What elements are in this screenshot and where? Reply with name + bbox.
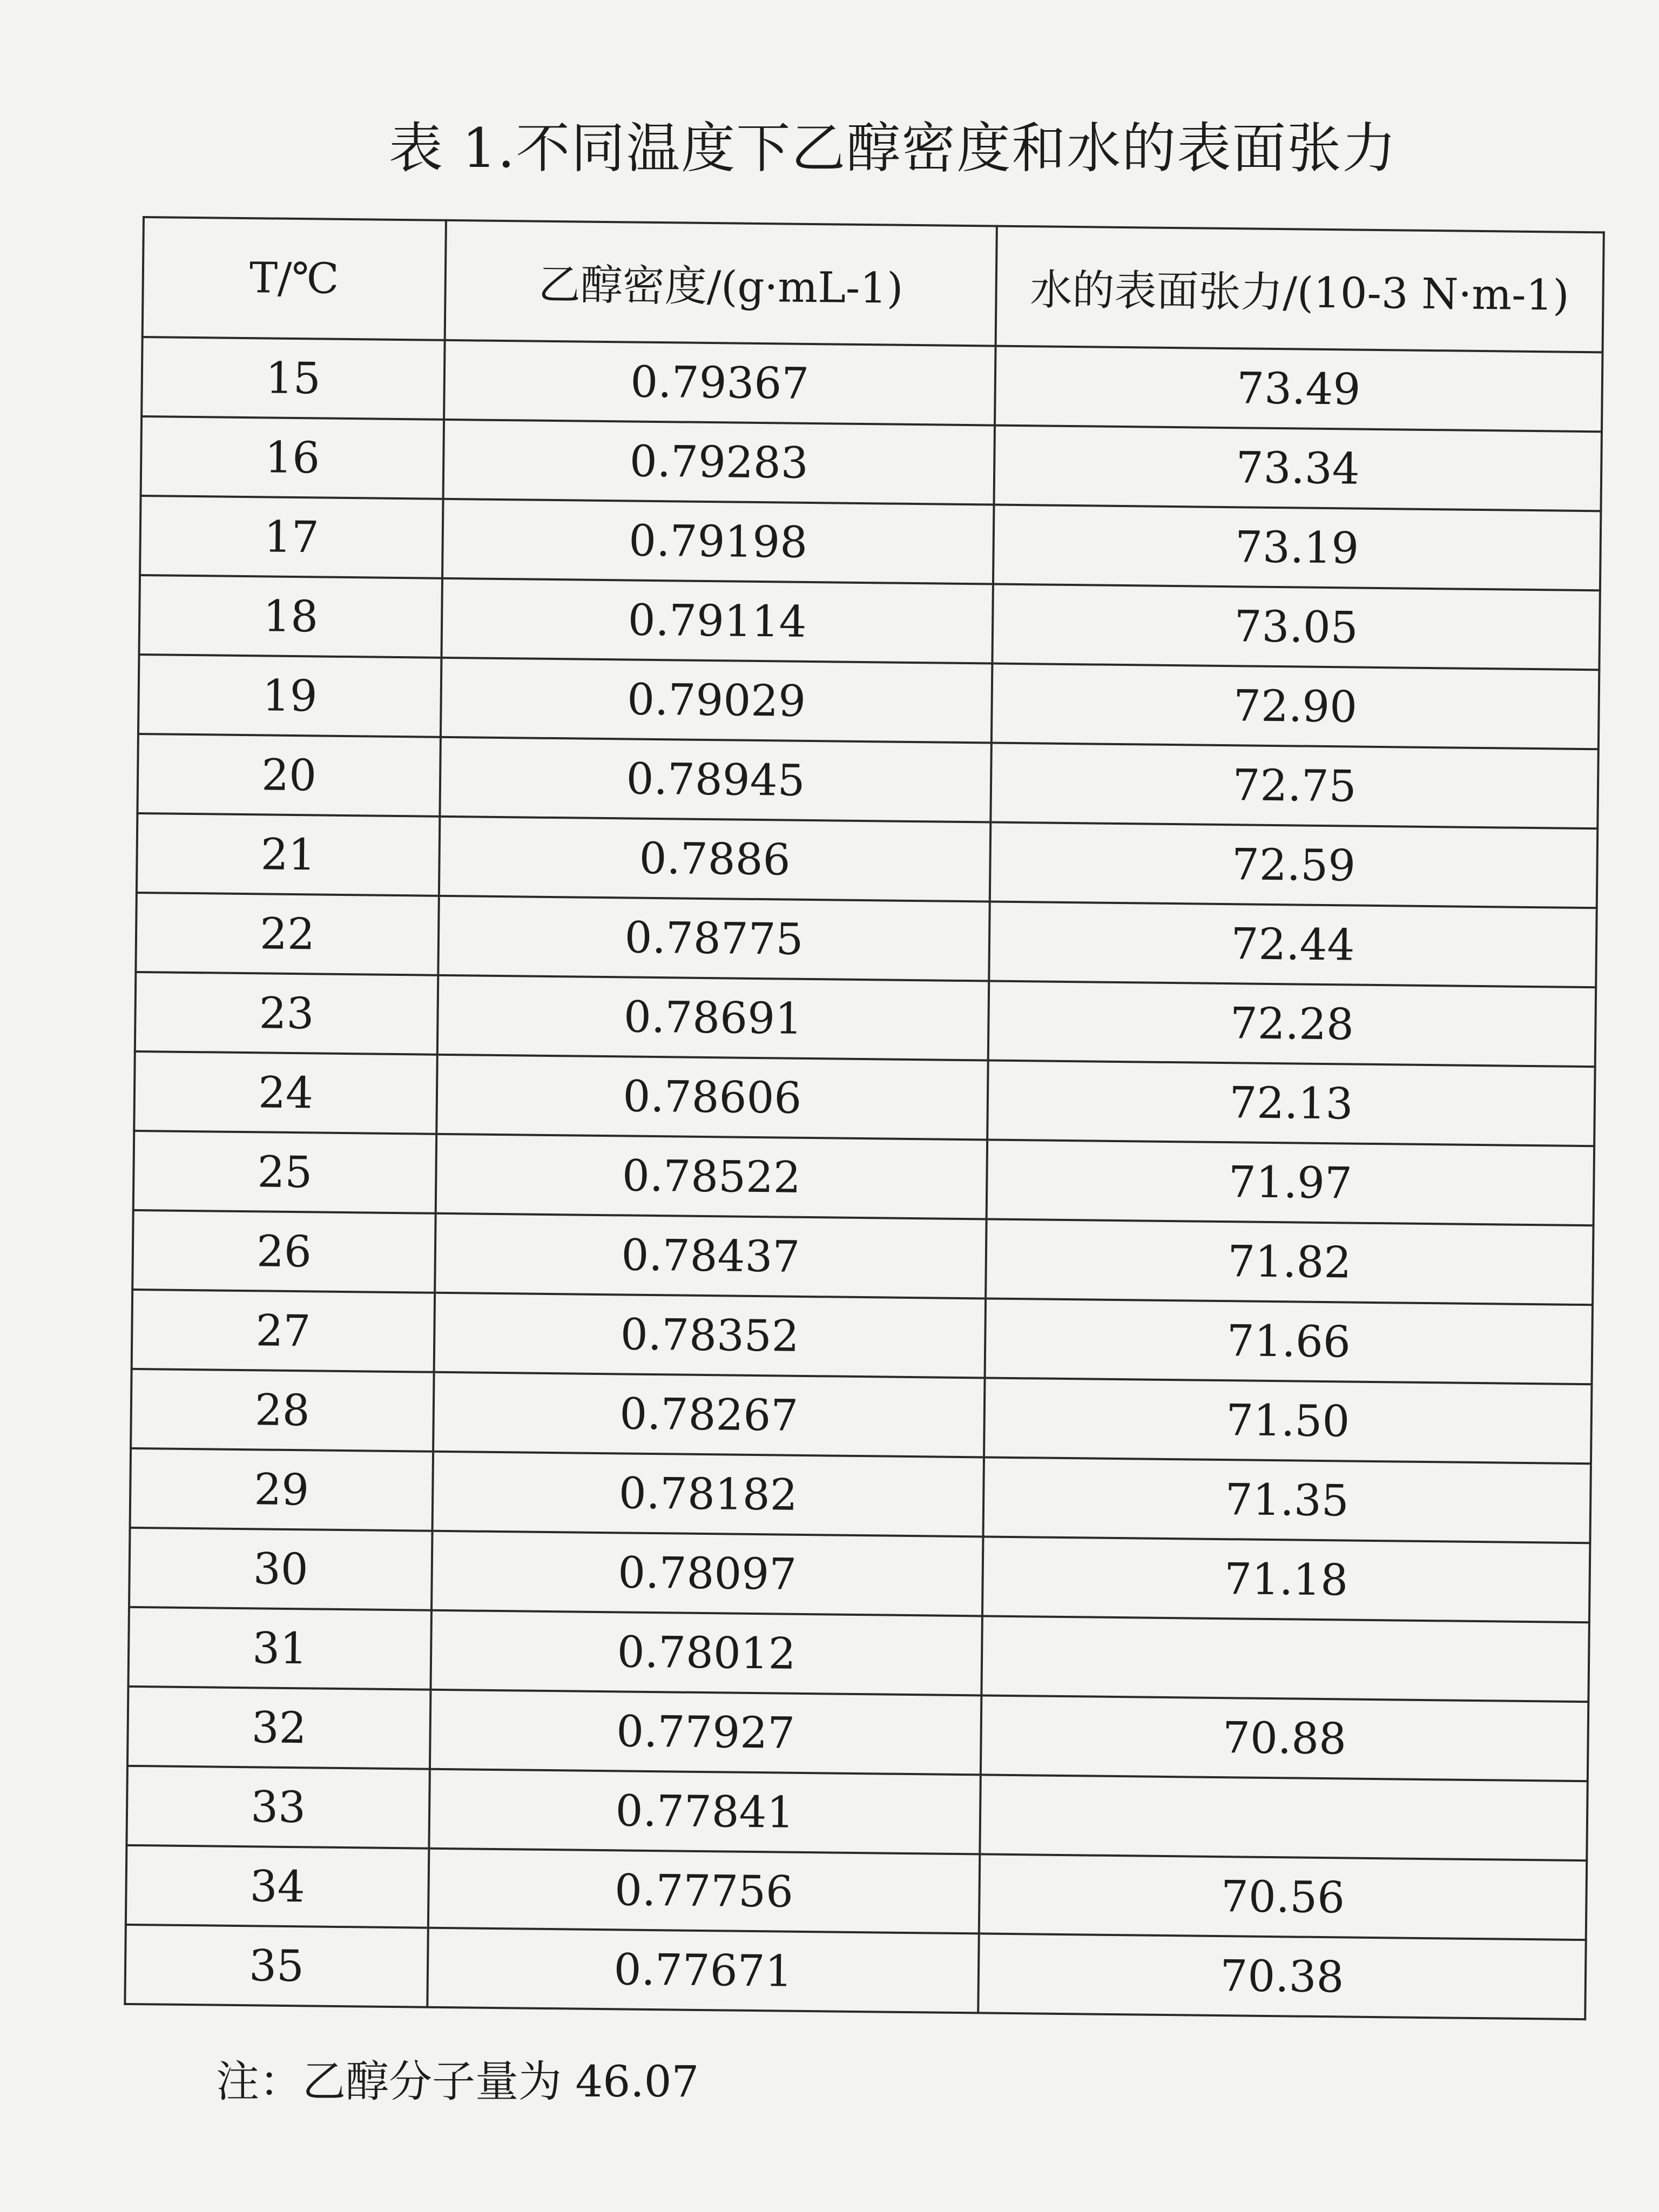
cell-surface-tension: 71.35 <box>983 1457 1590 1543</box>
cell-ethanol-density: 0.78352 <box>434 1293 986 1378</box>
data-table <box>124 216 1605 2020</box>
cell-surface-tension: 72.90 <box>992 664 1599 750</box>
table-row <box>140 496 1601 590</box>
cell-temperature: 31 <box>128 1607 431 1690</box>
cell-surface-tension: 73.49 <box>995 346 1602 432</box>
header-temperature: T/℃ <box>143 217 446 340</box>
table-row <box>132 1290 1593 1384</box>
cell-temperature: 32 <box>127 1687 431 1769</box>
table-row <box>131 1369 1591 1464</box>
cell-surface-tension: 70.38 <box>978 1933 1586 2019</box>
table-row <box>133 1131 1594 1225</box>
table-row <box>141 416 1602 511</box>
cell-surface-tension <box>981 1616 1589 1702</box>
table-row <box>126 1845 1587 1940</box>
cell-surface-tension: 72.75 <box>990 743 1598 829</box>
cell-ethanol-density: 0.78437 <box>435 1213 986 1299</box>
table-row <box>134 1051 1595 1146</box>
cell-surface-tension: 70.56 <box>979 1854 1587 1940</box>
cell-surface-tension: 70.88 <box>981 1695 1588 1781</box>
cell-ethanol-density: 0.77671 <box>427 1928 979 2013</box>
table-body <box>125 337 1602 2019</box>
cell-surface-tension: 73.19 <box>993 505 1601 591</box>
cell-surface-tension: 73.05 <box>992 584 1600 670</box>
table-row <box>136 893 1596 987</box>
cell-temperature: 34 <box>126 1845 429 1928</box>
cell-ethanol-density: 0.78012 <box>430 1610 982 1696</box>
table-row <box>135 972 1596 1067</box>
cell-surface-tension: 72.59 <box>990 822 1597 908</box>
cell-temperature: 17 <box>140 496 443 578</box>
cell-temperature: 24 <box>134 1051 437 1134</box>
cell-temperature: 35 <box>125 1925 428 2007</box>
cell-temperature: 15 <box>141 337 445 420</box>
cell-ethanol-density: 0.79283 <box>443 420 995 505</box>
cell-temperature: 19 <box>138 655 442 737</box>
cell-surface-tension: 71.50 <box>984 1378 1591 1464</box>
table-row <box>129 1528 1590 1622</box>
table-row <box>137 813 1597 908</box>
table-row <box>137 734 1598 828</box>
cell-surface-tension: 72.28 <box>988 981 1596 1067</box>
cell-ethanol-density: 0.77841 <box>429 1769 980 1854</box>
cell-ethanol-density: 0.78606 <box>436 1055 988 1140</box>
cell-temperature: 28 <box>131 1369 434 1452</box>
cell-surface-tension: 71.18 <box>982 1536 1590 1622</box>
cell-surface-tension: 73.34 <box>994 426 1601 511</box>
cell-surface-tension <box>980 1775 1587 1860</box>
table-row <box>125 1925 1586 2019</box>
cell-surface-tension: 71.66 <box>985 1298 1593 1384</box>
table-row <box>127 1687 1588 1781</box>
cell-temperature: 23 <box>135 972 439 1055</box>
cell-ethanol-density: 0.78945 <box>440 737 991 822</box>
cell-ethanol-density: 0.78097 <box>431 1531 983 1616</box>
cell-ethanol-density: 0.77756 <box>428 1849 980 1934</box>
cell-temperature: 22 <box>136 893 439 975</box>
cell-temperature: 30 <box>129 1528 433 1610</box>
footnote: 注：乙醇分子量为 46.07 <box>216 2056 699 2107</box>
cell-ethanol-density: 0.78267 <box>433 1372 984 1458</box>
cell-temperature: 21 <box>137 813 440 896</box>
table-header-row <box>143 217 1604 352</box>
cell-temperature: 18 <box>139 575 442 658</box>
cell-temperature: 25 <box>133 1131 437 1213</box>
cell-temperature: 29 <box>130 1448 434 1531</box>
cell-ethanol-density: 0.78182 <box>433 1452 984 1537</box>
cell-ethanol-density: 0.79114 <box>441 578 993 664</box>
cell-ethanol-density: 0.78775 <box>438 896 989 981</box>
table-row <box>138 655 1599 749</box>
cell-ethanol-density: 0.79029 <box>441 658 992 743</box>
header-ethanol-density: 乙醇密度/(g·mL-1) <box>445 220 997 346</box>
cell-temperature: 33 <box>126 1766 430 1849</box>
table-row <box>139 575 1600 670</box>
table-row <box>128 1607 1589 1702</box>
cell-ethanol-density: 0.78691 <box>437 975 989 1061</box>
table-row <box>130 1448 1591 1543</box>
cell-surface-tension: 71.82 <box>986 1219 1593 1305</box>
table-row <box>132 1210 1593 1305</box>
cell-temperature: 20 <box>137 734 441 817</box>
table-row <box>126 1766 1587 1860</box>
cell-ethanol-density: 0.77927 <box>430 1690 981 1775</box>
cell-surface-tension: 72.44 <box>989 901 1596 987</box>
cell-ethanol-density: 0.78522 <box>436 1134 987 1219</box>
cell-ethanol-density: 0.7886 <box>439 817 990 902</box>
cell-temperature: 27 <box>132 1290 435 1372</box>
cell-ethanol-density: 0.79367 <box>444 340 995 426</box>
header-water-surface-tension: 水的表面张力/(10-3 N·m-1) <box>996 226 1604 353</box>
cell-surface-tension: 72.13 <box>987 1060 1595 1146</box>
cell-surface-tension: 71.97 <box>987 1139 1594 1225</box>
cell-ethanol-density: 0.79198 <box>442 499 994 584</box>
table-row <box>141 337 1602 431</box>
cell-temperature: 26 <box>132 1210 436 1293</box>
table-title: 表 1.不同温度下乙醇密度和水的表面张力 <box>389 117 1398 180</box>
cell-temperature: 16 <box>141 416 444 499</box>
